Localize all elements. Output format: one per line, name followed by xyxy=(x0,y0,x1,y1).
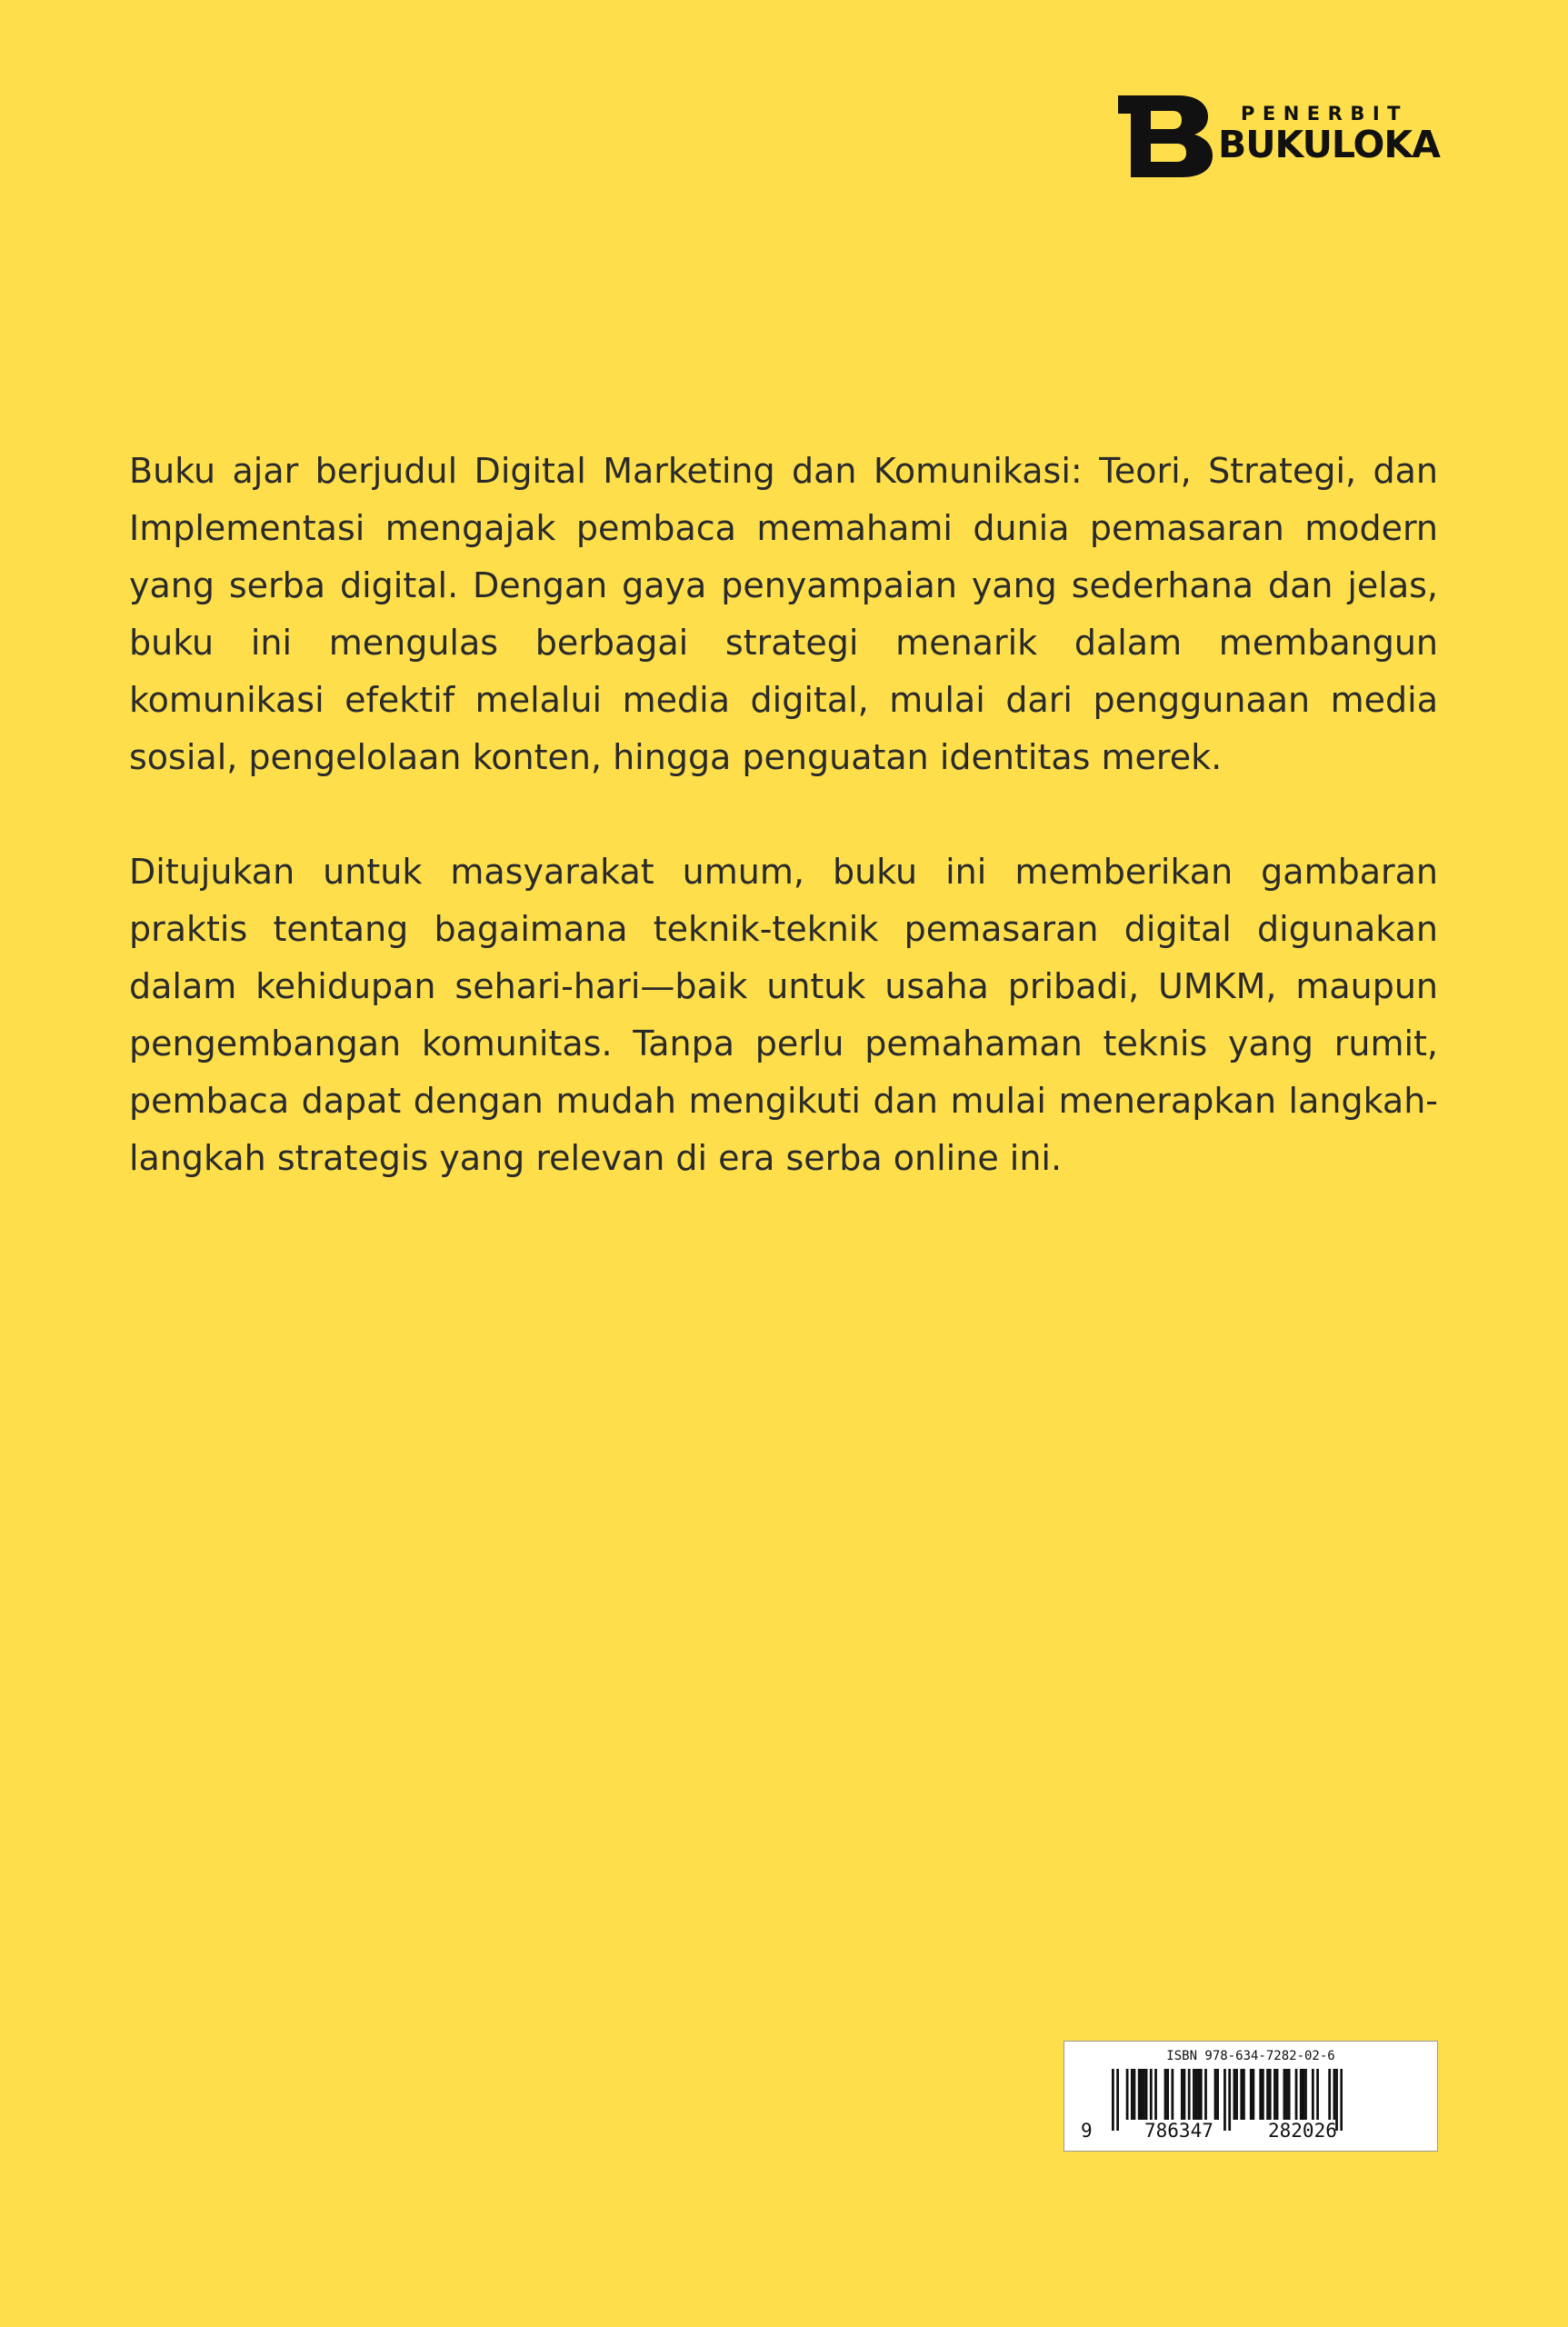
barcode-bar xyxy=(1262,2069,1264,2120)
barcode-bar xyxy=(1181,2069,1183,2120)
barcode-digits-right: 282026 xyxy=(1268,2120,1337,2142)
barcode-bar xyxy=(1193,2069,1195,2120)
barcode-bar xyxy=(1204,2069,1207,2120)
barcode-bar xyxy=(1188,2069,1191,2120)
barcode-bar xyxy=(1140,2069,1143,2120)
barcode-bar xyxy=(1134,2069,1136,2120)
barcode-bar xyxy=(1228,2069,1231,2131)
barcode-bar xyxy=(1316,2069,1319,2120)
barcode-bar xyxy=(1288,2069,1291,2120)
barcode-bar xyxy=(1112,2069,1114,2131)
barcode-bar xyxy=(1328,2069,1331,2120)
barcode-bar xyxy=(1240,2069,1243,2120)
barcode-bar xyxy=(1300,2069,1303,2120)
barcode-bar xyxy=(1259,2069,1262,2120)
isbn-label: ISBN 978-634-7282-02-6 xyxy=(1166,2049,1335,2063)
barcode-bar xyxy=(1243,2069,1245,2120)
barcode-bar xyxy=(1285,2069,1288,2120)
barcode-bar xyxy=(1143,2069,1145,2120)
barcode-bar xyxy=(1233,2069,1236,2120)
blurb-paragraph-1: Buku ajar berjudul Digital Marketing dan Komunikasi: Teori, Strategi, dan Implementasi mengajak pembaca memahami dunia pemasaran modern yang serba digital. Dengan gaya penyampaian yang sederhana dan jelas, buku ini mengulas berbagai strategi menarik dalam membangun komunikasi efektif melalui media digital, mulai dari penggunaan media sosial, pengelolaan konten, hingga penguatan identitas merek. xyxy=(129,451,1438,777)
letter-b-logo-icon xyxy=(1118,95,1213,177)
barcode-bar xyxy=(1283,2069,1286,2120)
barcode-bar xyxy=(1171,2069,1174,2120)
barcode-bar xyxy=(1295,2069,1298,2120)
book-blurb xyxy=(129,443,1438,1187)
barcode-bar xyxy=(1304,2069,1307,2120)
barcode-bar xyxy=(1195,2069,1198,2120)
isbn-barcode xyxy=(1064,2041,1438,2152)
publisher-label: PENERBIT xyxy=(1241,103,1408,125)
barcode-bar xyxy=(1276,2069,1279,2120)
barcode-bar xyxy=(1302,2069,1304,2120)
barcode-bar xyxy=(1340,2069,1343,2131)
publisher-name: BUKULOKA xyxy=(1218,123,1440,166)
barcode-bar xyxy=(1145,2069,1148,2120)
barcode-bar xyxy=(1197,2069,1200,2120)
barcode-digits-left: 786347 xyxy=(1144,2120,1213,2142)
barcode-bar xyxy=(1269,2069,1272,2120)
barcode-bar xyxy=(1154,2069,1157,2120)
barcode-bar xyxy=(1200,2069,1203,2120)
barcode-bar xyxy=(1126,2069,1129,2120)
barcode-bar xyxy=(1138,2069,1141,2120)
barcode-bar xyxy=(1333,2069,1336,2120)
barcode-bar xyxy=(1216,2069,1219,2120)
barcode-bar xyxy=(1235,2069,1238,2120)
barcode-bar xyxy=(1252,2069,1254,2120)
barcode-bar xyxy=(1166,2069,1169,2120)
publisher-logo xyxy=(1118,95,1438,177)
barcode-bar xyxy=(1273,2069,1276,2120)
barcode-bar xyxy=(1183,2069,1186,2120)
barcode-bar xyxy=(1250,2069,1253,2120)
barcode-bar xyxy=(1266,2069,1269,2120)
barcode-bar xyxy=(1164,2069,1167,2120)
barcode-bar xyxy=(1312,2069,1314,2120)
barcode-bar xyxy=(1131,2069,1134,2120)
barcode-bar xyxy=(1150,2069,1153,2120)
barcode-bar xyxy=(1214,2069,1217,2120)
barcode-digit-lead: 9 xyxy=(1081,2120,1093,2142)
blurb-paragraph-2: Ditujukan untuk masyarakat umum, buku ini memberikan gambaran praktis tentang bagaimana teknik-teknik pemasaran digital digunakan dalam kehidupan sehari-hari—baik untuk usaha pribadi, UMKM, maupun pengembangan komunitas. Tanpa perlu pemahaman teknis yang rumit, pembaca dapat dengan mudah mengikuti dan mulai menerapkan langkah-langkah strategis yang relevan di era serba online ini. xyxy=(129,852,1438,1178)
barcode-bar xyxy=(1223,2069,1226,2131)
barcode-bar xyxy=(1116,2069,1119,2131)
